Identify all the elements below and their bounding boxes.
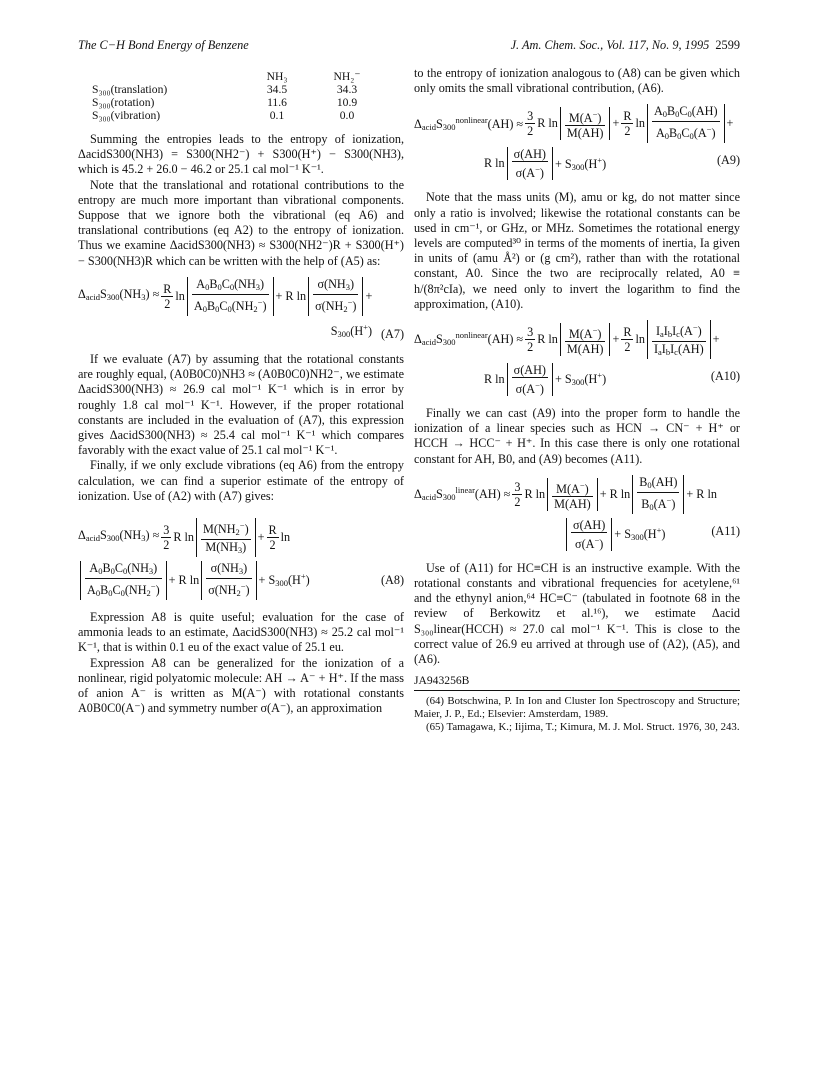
equation-number: (A10) bbox=[710, 368, 740, 383]
paragraph: Use of (A11) for HC≡CH is an instructive example. With the rotational constants and vibrational frequencies for acetylene,⁶¹ and the ethynyl anion,⁶⁴ HC≡C⁻ (tabulated in footnote 68 in the review of Berkowitz et al.¹⁶), we estimate Δacid S₃₀₀linear(HCCH) ≈ 27.0 cal mol⁻¹ K⁻¹. This is close to the correct value of 26.9 eu arrived at through use of (A2), (A5), and (A6). bbox=[414, 560, 740, 667]
right-column bbox=[414, 66, 740, 733]
manuscript-id: JA943256B bbox=[414, 673, 740, 691]
table-cell: 34.5 bbox=[266, 83, 288, 96]
table-cell: 0.0 bbox=[339, 109, 355, 122]
entropy-table bbox=[92, 70, 382, 122]
table-cell: 10.9 bbox=[336, 96, 358, 109]
table-row bbox=[92, 96, 382, 109]
table-col-header: NH₃ bbox=[266, 70, 288, 83]
table-cell: 0.1 bbox=[269, 109, 285, 122]
equation-a9: $\Delta_{acid}S_{300}^{nonlinear}(AH)$ ≈ $\frac{3}{2}$ R ln $\frac{M(A^-)}{M(AH)}$ + $\frac{R}{2}$ ln $\frac{A_0B_0C_0(AH)}{A_0B_0C_0(A^-)}$ + R ln $\frac{\sigma(AH)}{\sigma(A^-)}$ + $S_{300}(H^+)$ (A9) bbox=[414, 104, 740, 181]
paragraph: Finally we can cast (A9) into the proper form to handle the ionization of a linear species such as HCN → CN⁻ + H⁺ or HCCH → HCC⁻ + H⁺. In this case there is only one rotational constant for AH, B0, and (A9) becomes (A11). bbox=[414, 406, 740, 466]
running-header bbox=[78, 38, 740, 56]
table-row-label: S₃₀₀(rotation) bbox=[92, 96, 155, 109]
equation-number: (A7) bbox=[380, 326, 404, 341]
table-cell: 34.3 bbox=[336, 83, 358, 96]
table-row bbox=[92, 109, 382, 122]
equation-a10: $\Delta_{acid}S_{300}^{nonlinear}(AH)$ ≈ $\frac{3}{2}$ R ln $\frac{M(A^-)}{M(AH)}$ + $\frac{R}{2}$ ln $\frac{I_aI_bI_c(A^-)}{I_aI_bI_c(AH)}$ + R ln $\frac{\sigma(AH)}{\sigma(A^-)}$ + $S_{300}(H^+)$ (A10) bbox=[414, 322, 740, 397]
equation-number: (A9) bbox=[716, 153, 740, 168]
paragraph: Finally, if we only exclude vibrations (eq A6) from the entropy calculation, we can find a superior estimate of the entropy of ionization. Use of (A2) with (A7) gives: bbox=[78, 458, 404, 503]
paragraph: Expression A8 can be generalized for the ionization of a nonlinear, rigid polyatomic molecule: AH → A⁻ + H⁺. If the mass of anion A⁻ is written as M(A⁻) with rotational constants A0B0C0(A⁻) and symmetry number σ(A⁻), an approximation bbox=[78, 655, 404, 716]
table-row bbox=[92, 83, 382, 96]
paragraph: Expression A8 is quite useful; evaluation for the case of ammonia leads to an estimate, ΔacidS300(NH3) ≈ 25.2 cal mol⁻¹ K⁻¹, that is within 0.1 eu of the exact value of 25.1 eu. bbox=[78, 610, 404, 655]
paragraph: If we evaluate (A7) by assuming that the rotational constants are roughly equal, (A0B0C0)NH3 ≈ (A0B0C0)NH2⁻, we estimate ΔacidS300(NH3) ≈ 26.9 cal mol⁻¹ K⁻¹ which is in error by roughly 1.8 cal mol⁻¹ K⁻¹. However, if the proper rotational constants are included in the evaluation of (A7), this expression gives ΔacidS300(NH3) ≈ 25.4 cal mol⁻¹ K⁻¹ which compares favorably with the exact value of 25.1 cal mol⁻¹ K⁻¹. bbox=[78, 352, 404, 458]
table-header-row bbox=[92, 70, 382, 83]
table-row-label: S₃₀₀(vibration) bbox=[92, 109, 161, 122]
journal-citation bbox=[511, 38, 740, 53]
paragraph: Note that the mass units (M), amu or kg, do not matter since only a ratio is involved; likewise the rotational constants can be used in cm⁻¹, or GHz, or MHz. Sometimes the rotational energy levels are computed³⁰ in terms of the moments of inertia, Ia given in units of (amu Å²) or (g cm²), rather than with the rotational constant, A0. Since the two are reciprocally related, A0 ≡ h/(8π²cIa), we need only to invert the logarithm to find the approximation, (A10). bbox=[414, 190, 740, 311]
equation-a8: $\Delta_{acid}S_{300}(NH_3)$ ≈ $\frac{3}{2}$ R ln $\frac{M(NH_2^-)}{M(NH_3)}$ + $\frac{R}{2}$ ln $\frac{A_0B_0C_0(NH_3)}{A_0B_0C_0(NH_2^-)}$ + R ln $\frac{\sigma(NH_3)}{\sigma(NH_2^-)}$ + $S_{300}(H^+)$ (A8) bbox=[78, 520, 404, 599]
paragraph: Summing the entropies leads to the entropy of ionization, ΔacidS300(NH3) = S300(NH2⁻) + S300(H⁺) − S300(NH3), which is 45.2 + 26.0 − 46.2 or 25.1 cal mol⁻¹ K⁻¹. bbox=[78, 132, 404, 177]
equation-number: (A11) bbox=[711, 523, 740, 538]
reference-65: (65) Tamagawa, K.; Iijima, T.; Kimura, M. J. Mol. Struct. 1976, 30, 243. bbox=[426, 720, 740, 733]
journal-name: J. Am. Chem. Soc., Vol. 117, No. 9, 1995 bbox=[510, 38, 710, 52]
equation-number: (A8) bbox=[380, 572, 404, 587]
paragraph: Note that the translational and rotational contributions to the entropy are much more important than vibrational components. Suppose that we ignore both the vibrational (eq A6) and translational contributions (eq A2) to the entropy of ionization. Thus we examine ΔacidS300(NH3) ≈ S300(NH2⁻)R + S300(H⁺) − S300(NH3)R which can be written with the help of (A5) as: bbox=[78, 177, 404, 268]
running-title: The C−H Bond Energy of Benzene bbox=[78, 38, 249, 52]
table-col-header: NH₂⁻ bbox=[333, 70, 361, 83]
references bbox=[414, 695, 740, 733]
paragraph: to the entropy of ionization analogous to (A8) can be given which only omits the small vibrational contribution, (A6). bbox=[414, 66, 740, 96]
equation-a7: $\Delta_{acid}S_{300}(NH_3)$ ≈ $\frac{R}{2}$ ln $\frac{A_0B_0C_0(NH_3)}{A_0B_0C_0(NH_2^-)}$ + R ln $\frac{\sigma(NH_3)}{\sigma(NH_2^-)}$ + $S_{300}(H^+)$ (A7) bbox=[78, 276, 404, 341]
equation-a11: $\Delta_{acid}S_{300}^{linear}(AH)$ ≈ $\frac{3}{2}$ R ln $\frac{M(A^-)}{M(AH)}$ + R ln $\frac{B_0(AH)}{B_0(A^-)}$ + R ln $\frac{\sigma(AH)}{\sigma(A^-)}$ + $S_{300}(H^+)$ (A11) bbox=[414, 474, 740, 551]
table-cell: 11.6 bbox=[267, 96, 287, 109]
left-column bbox=[78, 66, 404, 716]
table-row-label: S₃₀₀(translation) bbox=[92, 83, 168, 96]
page-number: 2599 bbox=[715, 38, 740, 52]
reference-64: (64) Botschwina, P. In Ion and Cluster Ion Spectroscopy and Structure; Maier, J. P., Ed.; Elsevier: Amsterdam, 1989. bbox=[414, 695, 740, 721]
